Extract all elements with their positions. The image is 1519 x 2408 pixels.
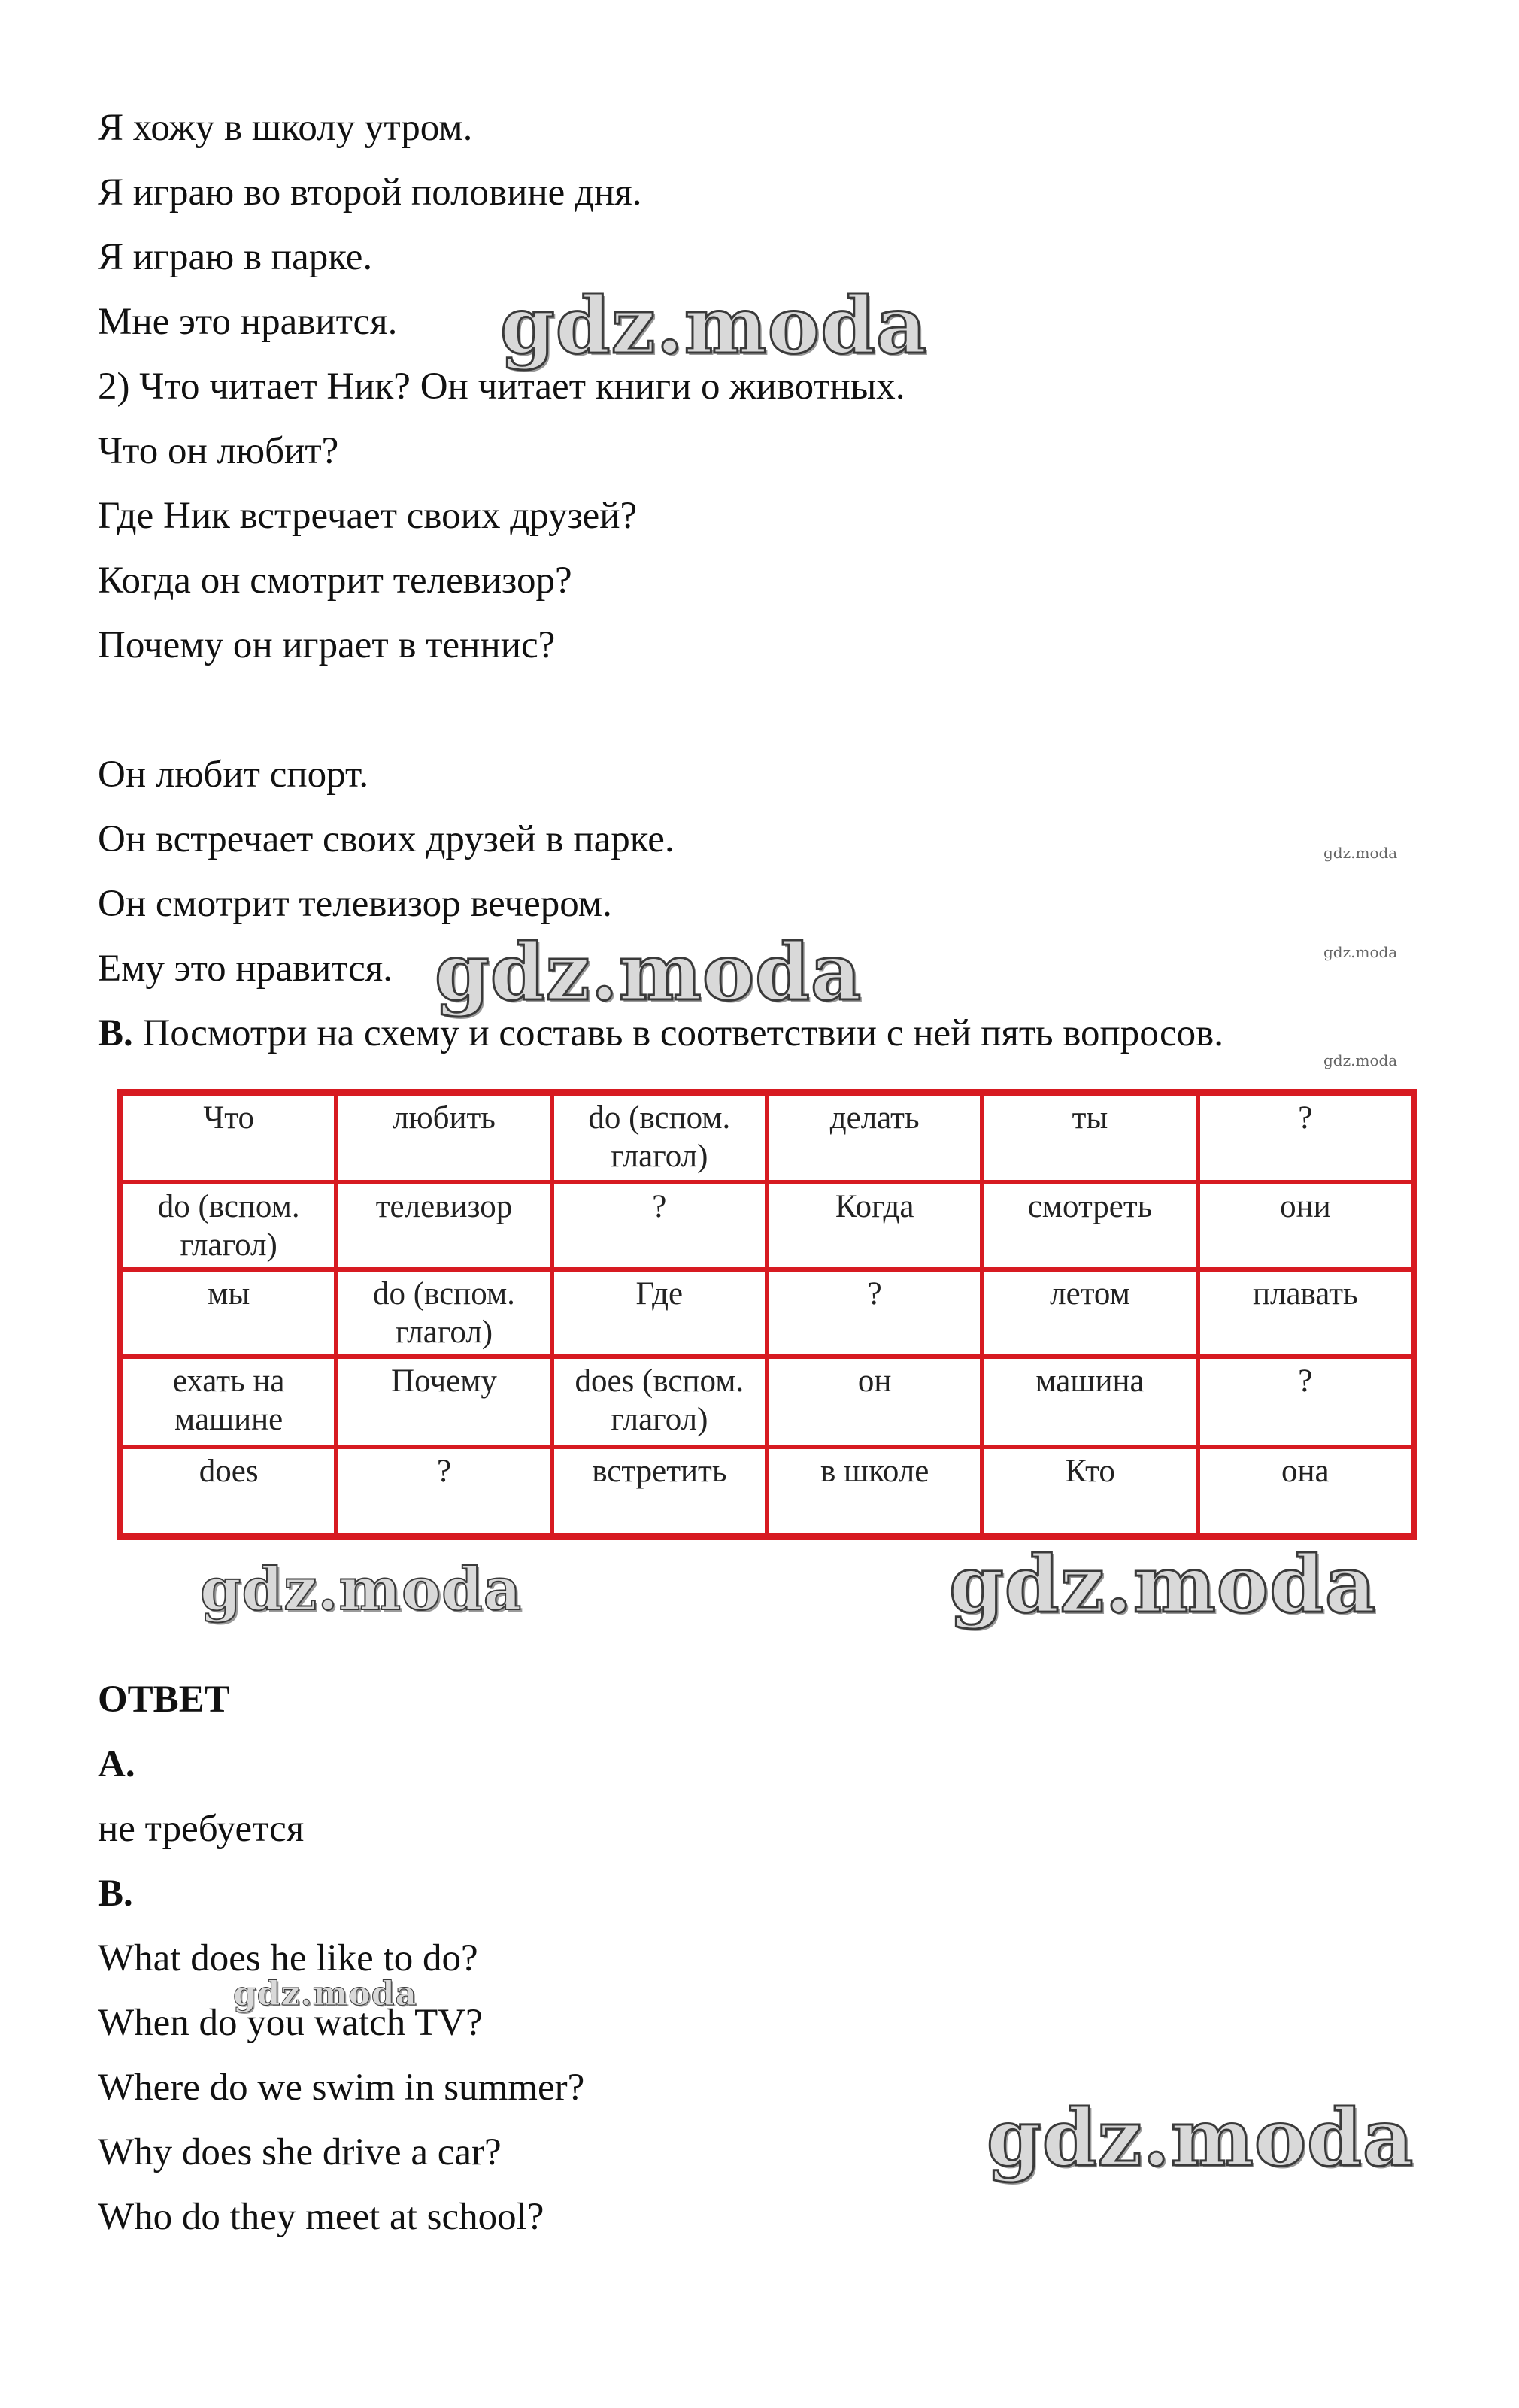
scheme-cell: делать [767, 1093, 982, 1182]
scheme-cell: машина [982, 1357, 1197, 1447]
scheme-cell: Почему [336, 1357, 551, 1447]
scheme-cell: do (вспом. глагол) [121, 1182, 336, 1269]
scheme-cell: ехать на машине [121, 1357, 336, 1447]
scheme-cell: Кто [982, 1447, 1197, 1536]
answer-a-label: A. [98, 1743, 135, 1785]
watermark: gdz.moda [1323, 1051, 1398, 1069]
scheme-cell: телевизор [336, 1182, 551, 1269]
answer-sentence: What does he like to do? [98, 1937, 478, 1979]
scheme-cell: Что [121, 1093, 336, 1182]
scheme-cell: do (вспом. глагол) [336, 1269, 551, 1357]
scheme-cell: летом [982, 1269, 1197, 1357]
scheme-cell: они [1198, 1182, 1413, 1269]
scheme-cell: встретить [552, 1447, 767, 1536]
answer-a-text: не требуется [98, 1808, 305, 1850]
answer-sentence: Where do we swim in summer? [98, 2067, 585, 2109]
scheme-cell: ты [982, 1093, 1197, 1182]
watermark: gdz.moda [1323, 844, 1398, 862]
text-line: 2) Что читает Ник? Он читает книги о животных. [98, 365, 905, 408]
scheme-cell: ? [767, 1269, 982, 1357]
answer-sentence: Why does she drive a car? [98, 2131, 502, 2173]
answer-heading: ОТВЕТ [98, 1679, 230, 1721]
scheme-cell: Где [552, 1269, 767, 1357]
scheme-cell: does (вспом. глагол) [552, 1357, 767, 1447]
text-line: Он встречает своих друзей в парке. [98, 818, 675, 860]
watermark: gdz.moda [1323, 943, 1398, 961]
scheme-cell: он [767, 1357, 982, 1447]
text-line: Он любит спорт. [98, 754, 369, 796]
watermark: gdz.moda [949, 1538, 1377, 1630]
watermark: gdz.moda [435, 926, 863, 1018]
section-b-label: B. [98, 1012, 133, 1054]
scheme-table [117, 1089, 1417, 1540]
text-line: Ему это нравится. [98, 948, 393, 990]
watermark: gdz.moda [500, 279, 928, 372]
watermark: gdz.moda [987, 2091, 1414, 2184]
scheme-cell: смотреть [982, 1182, 1197, 1269]
section-b-text: Посмотри на схему и составь в соответствии с ней пять вопросов. [142, 1012, 1223, 1054]
text-line: Где Ник встречает своих друзей? [98, 495, 638, 537]
answer-sentence: Who do they meet at school? [98, 2196, 544, 2238]
scheme-cell: ? [1198, 1093, 1413, 1182]
text-line: Он смотрит телевизор вечером. [98, 883, 612, 925]
text-line: Я играю во второй половине дня. [98, 171, 642, 214]
text-line: Я играю в парке. [98, 236, 373, 278]
text-line: Мне это нравится. [98, 301, 398, 343]
scheme-cell: ? [336, 1447, 551, 1536]
scheme-cell: Когда [767, 1182, 982, 1269]
scheme-cell: ? [552, 1182, 767, 1269]
text-line: Я хожу в школу утром. [98, 107, 473, 149]
watermark: gdz.moda [200, 1555, 523, 1624]
text-line: Когда он смотрит телевизор? [98, 560, 572, 602]
scheme-cell: любить [336, 1093, 551, 1182]
scheme-cell: do (вспом. глагол) [552, 1093, 767, 1182]
answer-b-label: B. [98, 1873, 133, 1915]
text-line: Почему он играет в теннис? [98, 624, 556, 666]
scheme-cell: does [121, 1447, 336, 1536]
scheme-cell: ? [1198, 1357, 1413, 1447]
scheme-cell: мы [121, 1269, 336, 1357]
scheme-cell: в школе [767, 1447, 982, 1536]
watermark: gdz.moda [233, 1975, 418, 2013]
text-line: Что он любит? [98, 430, 339, 472]
scheme-cell: она [1198, 1447, 1413, 1536]
scheme-cell: плавать [1198, 1269, 1413, 1357]
answer-sentence: When do you watch TV? [98, 2002, 483, 2044]
